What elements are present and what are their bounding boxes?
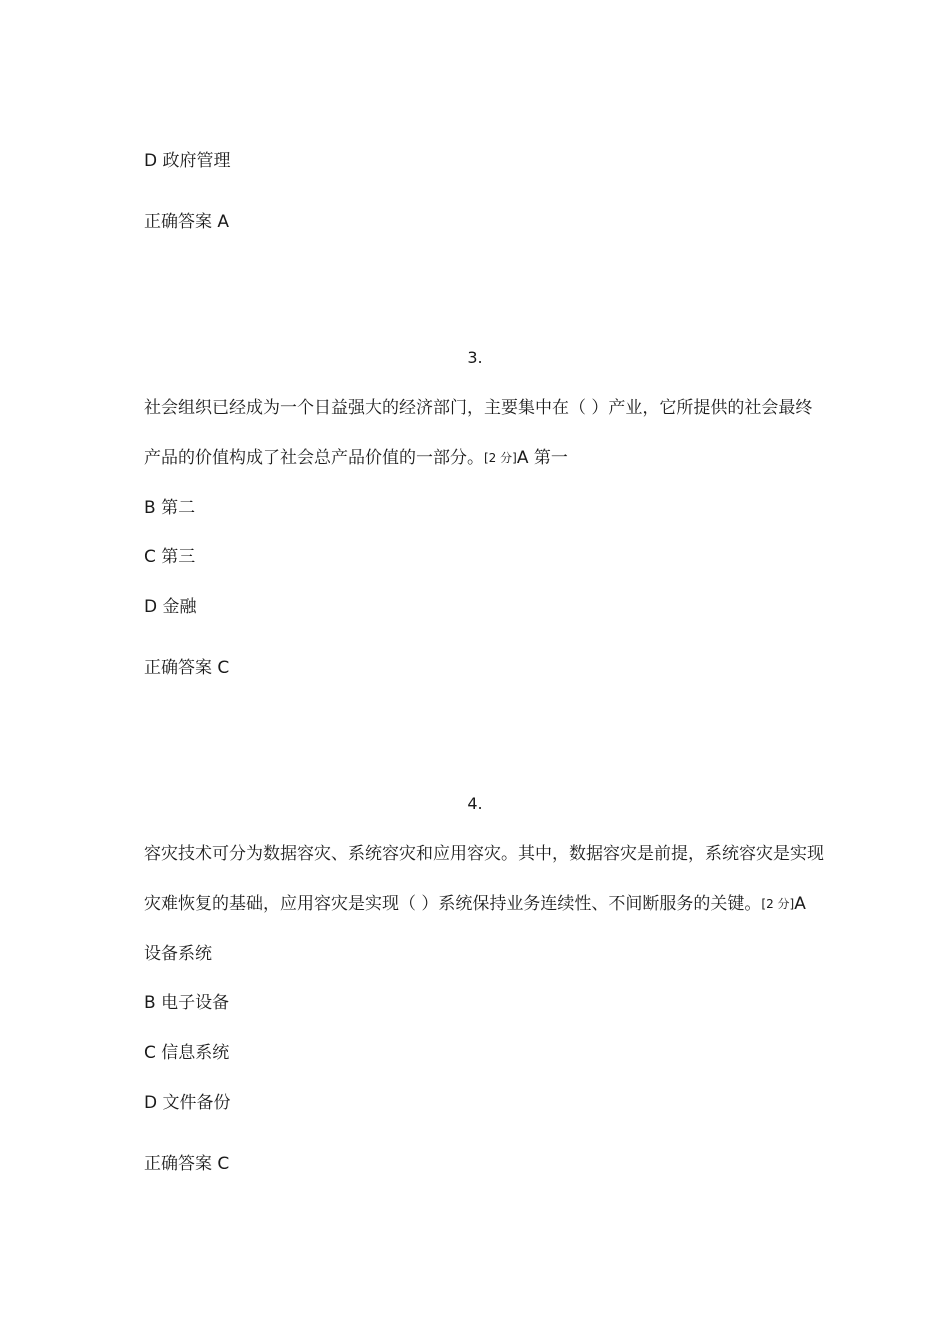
q4-score: [2 分] — [761, 897, 795, 911]
q2-answer: 正确答案 A — [144, 212, 230, 232]
q3-number: 3. — [467, 348, 483, 367]
q3-score: [2 分] — [484, 451, 517, 465]
q4-stem-line1: 容灾技术可分为数据容灾、系统容灾和应用容灾。其中，数据容灾是前提，系统容灾是实现 — [144, 844, 824, 864]
q3-option-a: A 第一 — [516, 448, 568, 468]
q3-option-c: C 第三 — [144, 547, 196, 567]
q3-stem-line2 — [144, 446, 568, 470]
q4-option-d: D 文件备份 — [144, 1093, 231, 1113]
q3-stem-text: 产品的价值构成了社会总产品价值的一部分。 — [144, 448, 484, 468]
q4-option-a-text: 设备系统 — [144, 944, 212, 964]
q3-option-b: B 第二 — [144, 498, 196, 518]
q4-stem-text: 灾难恢复的基础，应用容灾是实现（ ）系统保持业务连续性、不间断服务的关键。 — [144, 894, 762, 914]
q4-option-a-prefix: A — [794, 894, 806, 914]
q3-stem-line1: 社会组织已经成为一个日益强大的经济部门，主要集中在（ ）产业，它所提供的社会最终 — [144, 398, 813, 418]
q3-answer: 正确答案 C — [144, 658, 230, 678]
q4-option-c: C 信息系统 — [144, 1043, 230, 1063]
q4-number: 4. — [467, 794, 483, 813]
q4-answer: 正确答案 C — [144, 1154, 230, 1174]
q4-option-b: B 电子设备 — [144, 993, 230, 1013]
q2-option-d: D 政府管理 — [144, 151, 231, 171]
q4-stem-line2 — [144, 892, 806, 916]
q3-option-d: D 金融 — [144, 597, 197, 617]
